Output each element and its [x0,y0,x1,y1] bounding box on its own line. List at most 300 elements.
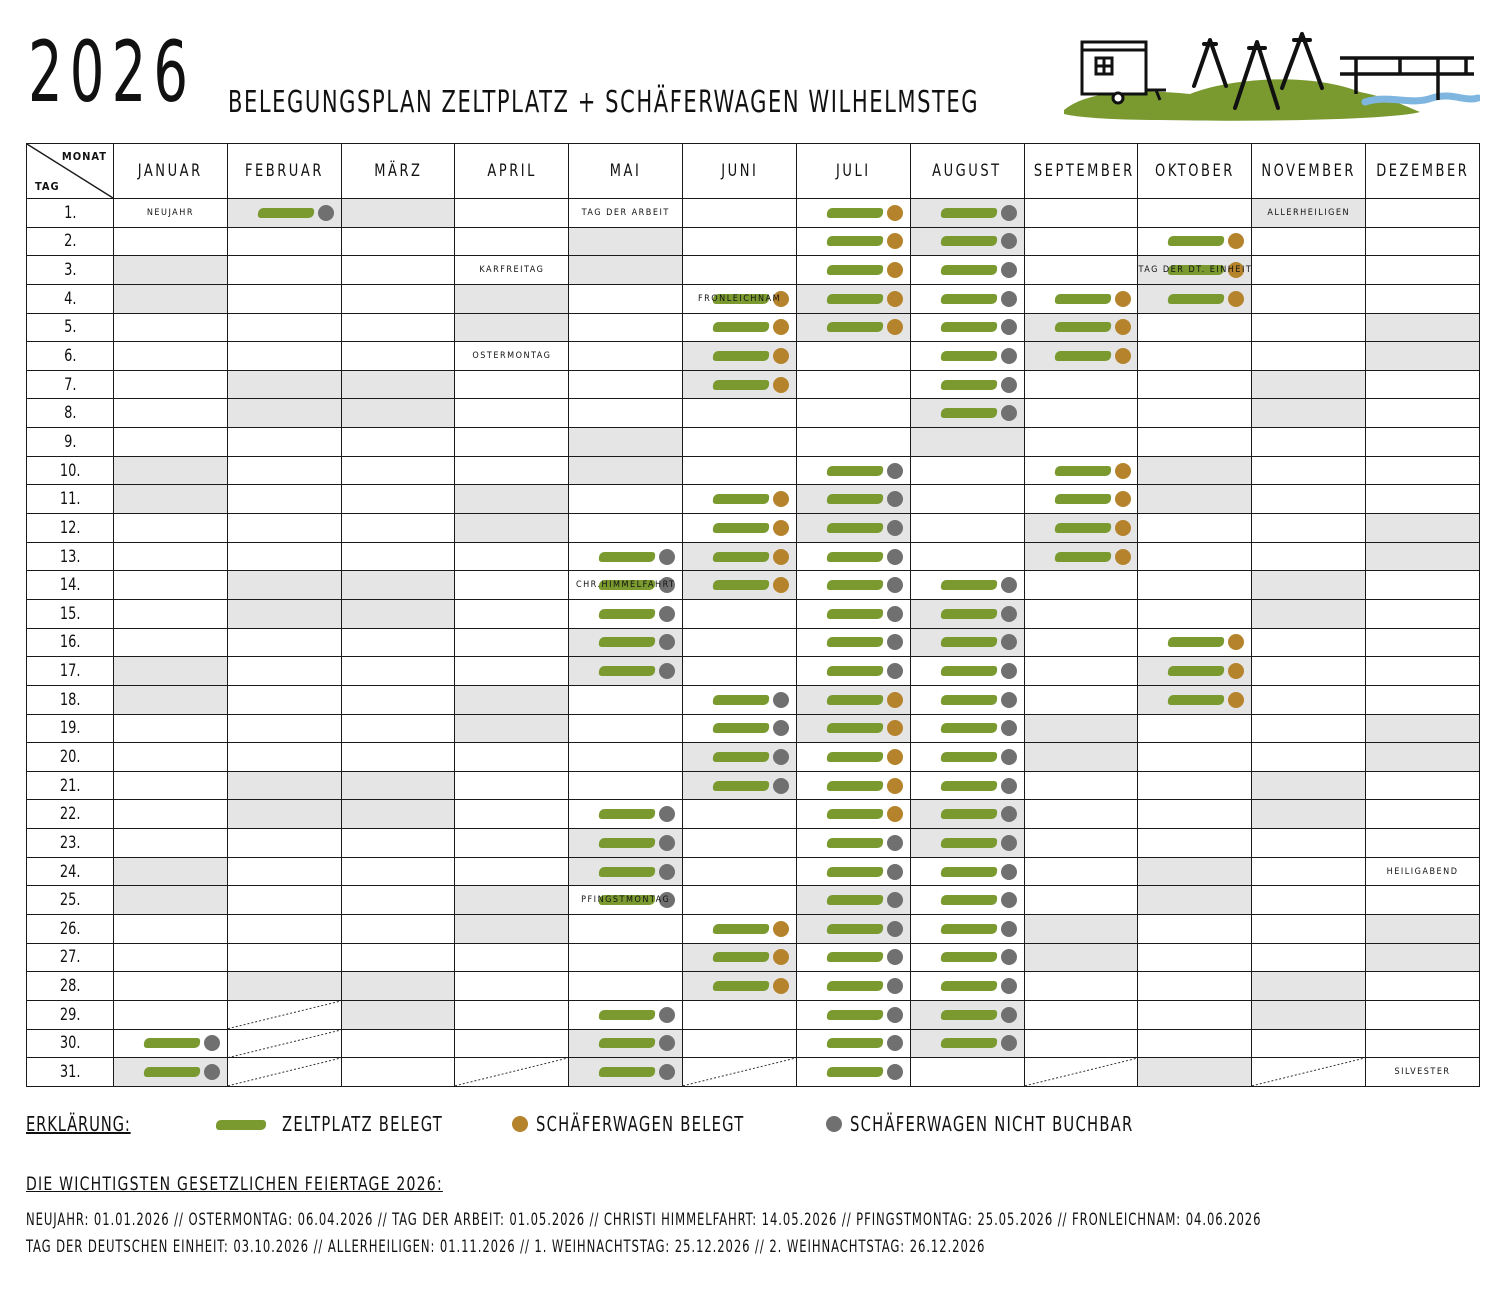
day-cell[interactable] [1138,485,1252,514]
day-cell[interactable] [1138,829,1252,858]
day-cell[interactable] [114,771,228,800]
day-cell[interactable] [1138,972,1252,1001]
day-cell[interactable] [1138,313,1252,342]
day-cell[interactable] [455,428,569,457]
day-cell[interactable] [455,399,569,428]
day-cell[interactable] [1024,514,1138,543]
day-cell[interactable] [1366,829,1480,858]
day-cell[interactable] [341,714,455,743]
day-cell[interactable] [910,886,1024,915]
day-cell[interactable] [569,571,683,600]
day-cell[interactable] [455,1029,569,1058]
day-cell[interactable] [114,714,228,743]
day-cell[interactable] [1252,1000,1366,1029]
day-cell[interactable] [910,972,1024,1001]
day-cell[interactable] [1024,800,1138,829]
day-cell[interactable] [910,915,1024,944]
day-cell[interactable] [1366,800,1480,829]
day-cell[interactable] [455,972,569,1001]
day-cell[interactable] [1138,915,1252,944]
day-cell[interactable] [1024,1000,1138,1029]
day-cell[interactable] [1366,628,1480,657]
day-cell[interactable] [114,227,228,256]
day-cell[interactable] [1252,657,1366,686]
day-cell[interactable] [1366,399,1480,428]
day-cell[interactable] [1366,714,1480,743]
day-cell[interactable] [341,313,455,342]
day-cell[interactable] [683,714,797,743]
day-cell[interactable] [1252,227,1366,256]
day-cell[interactable] [683,428,797,457]
day-cell[interactable] [569,1058,683,1087]
day-cell[interactable] [227,972,341,1001]
day-cell[interactable] [341,284,455,313]
day-cell[interactable] [1366,943,1480,972]
day-cell[interactable] [796,1058,910,1087]
day-cell[interactable] [341,657,455,686]
day-cell[interactable] [227,399,341,428]
day-cell[interactable] [910,256,1024,285]
day-cell[interactable] [1252,571,1366,600]
day-cell[interactable] [1138,370,1252,399]
day-cell[interactable] [683,571,797,600]
day-cell[interactable] [1366,199,1480,228]
day-cell[interactable] [1024,743,1138,772]
day-cell[interactable] [341,829,455,858]
day-cell[interactable] [910,571,1024,600]
day-cell[interactable] [114,313,228,342]
day-cell[interactable] [683,370,797,399]
day-cell[interactable] [796,943,910,972]
day-cell[interactable] [341,199,455,228]
day-cell[interactable] [1138,514,1252,543]
day-cell[interactable] [1252,886,1366,915]
day-cell[interactable] [341,485,455,514]
day-cell[interactable] [683,1029,797,1058]
day-cell[interactable] [1024,313,1138,342]
day-cell[interactable] [1138,1000,1252,1029]
day-cell[interactable] [114,485,228,514]
day-cell[interactable] [910,456,1024,485]
day-cell[interactable] [796,514,910,543]
day-cell[interactable] [1138,284,1252,313]
day-cell[interactable] [569,256,683,285]
day-cell[interactable] [569,456,683,485]
day-cell[interactable] [796,1029,910,1058]
day-cell[interactable] [569,915,683,944]
day-cell[interactable] [569,199,683,228]
day-cell[interactable] [341,800,455,829]
day-cell[interactable] [1252,199,1366,228]
day-cell[interactable] [910,1029,1024,1058]
day-cell[interactable] [455,657,569,686]
day-cell[interactable] [569,1029,683,1058]
day-cell[interactable] [1024,829,1138,858]
day-cell[interactable] [1366,313,1480,342]
day-cell[interactable] [569,514,683,543]
day-cell[interactable] [1252,915,1366,944]
day-cell[interactable] [114,829,228,858]
day-cell[interactable] [910,1058,1024,1087]
day-cell[interactable] [1024,456,1138,485]
day-cell[interactable] [796,227,910,256]
day-cell[interactable] [1024,857,1138,886]
day-cell[interactable] [683,485,797,514]
day-cell[interactable] [1252,514,1366,543]
day-cell[interactable] [114,399,228,428]
day-cell[interactable] [1252,342,1366,371]
day-cell[interactable] [1252,256,1366,285]
day-cell[interactable] [227,428,341,457]
day-cell[interactable] [455,342,569,371]
day-cell[interactable] [796,256,910,285]
day-cell[interactable] [683,771,797,800]
day-cell[interactable] [1024,199,1138,228]
day-cell[interactable] [1024,915,1138,944]
day-cell[interactable] [1138,571,1252,600]
day-cell[interactable] [341,886,455,915]
day-cell[interactable] [796,399,910,428]
day-cell[interactable] [341,628,455,657]
day-cell[interactable] [227,771,341,800]
day-cell[interactable] [796,800,910,829]
day-cell[interactable] [1366,542,1480,571]
day-cell[interactable] [796,628,910,657]
day-cell[interactable] [455,227,569,256]
day-cell[interactable] [227,800,341,829]
day-cell[interactable] [114,800,228,829]
day-cell[interactable] [683,743,797,772]
day-cell[interactable] [1024,599,1138,628]
day-cell[interactable] [683,972,797,1001]
day-cell[interactable] [683,628,797,657]
day-cell[interactable] [1366,972,1480,1001]
day-cell[interactable] [341,599,455,628]
day-cell[interactable] [1252,485,1366,514]
day-cell[interactable] [227,915,341,944]
day-cell[interactable] [341,743,455,772]
day-cell[interactable] [1366,256,1480,285]
day-cell[interactable] [1138,227,1252,256]
day-cell[interactable] [910,514,1024,543]
day-cell[interactable] [1138,256,1252,285]
day-cell[interactable] [796,972,910,1001]
day-cell[interactable] [1138,1029,1252,1058]
day-cell[interactable] [227,514,341,543]
day-cell[interactable] [1024,943,1138,972]
day-cell[interactable] [1366,1029,1480,1058]
day-cell[interactable] [910,800,1024,829]
day-cell[interactable] [341,227,455,256]
day-cell[interactable] [569,227,683,256]
day-cell[interactable] [683,399,797,428]
day-cell[interactable] [1024,370,1138,399]
day-cell[interactable] [341,685,455,714]
day-cell[interactable] [683,857,797,886]
day-cell[interactable] [683,943,797,972]
day-cell[interactable] [683,657,797,686]
day-cell[interactable] [569,399,683,428]
day-cell[interactable] [455,771,569,800]
day-cell[interactable] [569,714,683,743]
day-cell[interactable] [683,284,797,313]
day-cell[interactable] [455,1000,569,1029]
day-cell[interactable] [455,943,569,972]
day-cell[interactable] [114,1058,228,1087]
day-cell[interactable] [910,199,1024,228]
day-cell[interactable] [227,456,341,485]
day-cell[interactable] [683,342,797,371]
day-cell[interactable] [1138,199,1252,228]
day-cell[interactable] [910,657,1024,686]
day-cell[interactable] [910,857,1024,886]
day-cell[interactable] [796,542,910,571]
day-cell[interactable] [683,829,797,858]
day-cell[interactable] [1024,886,1138,915]
day-cell[interactable] [569,657,683,686]
day-cell[interactable] [796,456,910,485]
day-cell[interactable] [1138,714,1252,743]
day-cell[interactable] [796,1000,910,1029]
day-cell[interactable] [910,829,1024,858]
day-cell[interactable] [1138,599,1252,628]
day-cell[interactable] [1024,714,1138,743]
day-cell[interactable] [1138,743,1252,772]
day-cell[interactable] [114,915,228,944]
day-cell[interactable] [227,284,341,313]
day-cell[interactable] [227,342,341,371]
day-cell[interactable] [1024,685,1138,714]
day-cell[interactable] [910,428,1024,457]
day-cell[interactable] [1138,685,1252,714]
day-cell[interactable] [455,685,569,714]
day-cell[interactable] [796,284,910,313]
day-cell[interactable] [1252,542,1366,571]
day-cell[interactable] [569,943,683,972]
day-cell[interactable] [1024,284,1138,313]
day-cell[interactable] [1138,628,1252,657]
day-cell[interactable] [796,685,910,714]
day-cell[interactable] [1024,342,1138,371]
day-cell[interactable] [1252,800,1366,829]
day-cell[interactable] [796,571,910,600]
day-cell[interactable] [1252,313,1366,342]
day-cell[interactable] [227,714,341,743]
day-cell[interactable] [1138,342,1252,371]
day-cell[interactable] [1252,714,1366,743]
day-cell[interactable] [1138,399,1252,428]
day-cell[interactable] [910,370,1024,399]
day-cell[interactable] [910,542,1024,571]
day-cell[interactable] [683,514,797,543]
day-cell[interactable] [114,685,228,714]
day-cell[interactable] [1252,857,1366,886]
day-cell[interactable] [114,571,228,600]
day-cell[interactable] [227,685,341,714]
day-cell[interactable] [227,943,341,972]
day-cell[interactable] [455,485,569,514]
day-cell[interactable] [796,743,910,772]
day-cell[interactable] [114,342,228,371]
day-cell[interactable] [1366,915,1480,944]
day-cell[interactable] [1024,485,1138,514]
day-cell[interactable] [1366,342,1480,371]
day-cell[interactable] [796,829,910,858]
day-cell[interactable] [1138,943,1252,972]
day-cell[interactable] [796,428,910,457]
day-cell[interactable] [114,428,228,457]
day-cell[interactable] [114,628,228,657]
day-cell[interactable] [1366,599,1480,628]
day-cell[interactable] [1366,685,1480,714]
day-cell[interactable] [1024,571,1138,600]
day-cell[interactable] [341,571,455,600]
day-cell[interactable] [114,857,228,886]
day-cell[interactable] [683,456,797,485]
day-cell[interactable] [455,915,569,944]
day-cell[interactable] [1366,370,1480,399]
day-cell[interactable] [1366,514,1480,543]
day-cell[interactable] [796,714,910,743]
day-cell[interactable] [569,743,683,772]
day-cell[interactable] [455,370,569,399]
day-cell[interactable] [1252,284,1366,313]
day-cell[interactable] [227,829,341,858]
day-cell[interactable] [1252,972,1366,1001]
day-cell[interactable] [455,199,569,228]
day-cell[interactable] [569,1000,683,1029]
day-cell[interactable] [569,829,683,858]
day-cell[interactable] [910,743,1024,772]
day-cell[interactable] [1252,599,1366,628]
day-cell[interactable] [455,800,569,829]
day-cell[interactable] [227,657,341,686]
day-cell[interactable] [1024,657,1138,686]
day-cell[interactable] [114,743,228,772]
day-cell[interactable] [569,886,683,915]
day-cell[interactable] [1252,829,1366,858]
day-cell[interactable] [683,1000,797,1029]
day-cell[interactable] [455,514,569,543]
day-cell[interactable] [114,972,228,1001]
day-cell[interactable] [455,886,569,915]
day-cell[interactable] [227,313,341,342]
day-cell[interactable] [569,771,683,800]
day-cell[interactable] [455,571,569,600]
day-cell[interactable] [114,199,228,228]
day-cell[interactable] [569,542,683,571]
day-cell[interactable] [569,313,683,342]
day-cell[interactable] [1366,1058,1480,1087]
day-cell[interactable] [910,714,1024,743]
day-cell[interactable] [1138,542,1252,571]
day-cell[interactable] [1138,886,1252,915]
day-cell[interactable] [1252,428,1366,457]
day-cell[interactable] [1024,628,1138,657]
day-cell[interactable] [1252,628,1366,657]
day-cell[interactable] [114,256,228,285]
day-cell[interactable] [114,284,228,313]
day-cell[interactable] [796,771,910,800]
day-cell[interactable] [683,915,797,944]
day-cell[interactable] [227,886,341,915]
day-cell[interactable] [796,485,910,514]
day-cell[interactable] [683,685,797,714]
day-cell[interactable] [114,943,228,972]
day-cell[interactable] [796,657,910,686]
day-cell[interactable] [227,599,341,628]
day-cell[interactable] [569,342,683,371]
day-cell[interactable] [341,1058,455,1087]
day-cell[interactable] [1252,1029,1366,1058]
day-cell[interactable] [1024,227,1138,256]
day-cell[interactable] [910,599,1024,628]
day-cell[interactable] [1252,399,1366,428]
day-cell[interactable] [910,485,1024,514]
day-cell[interactable] [796,313,910,342]
day-cell[interactable] [227,628,341,657]
day-cell[interactable] [227,256,341,285]
day-cell[interactable] [1024,972,1138,1001]
day-cell[interactable] [341,542,455,571]
day-cell[interactable] [1366,743,1480,772]
day-cell[interactable] [1138,428,1252,457]
day-cell[interactable] [114,599,228,628]
day-cell[interactable] [341,943,455,972]
day-cell[interactable] [227,571,341,600]
day-cell[interactable] [1252,743,1366,772]
day-cell[interactable] [1252,943,1366,972]
day-cell[interactable] [1138,657,1252,686]
day-cell[interactable] [455,829,569,858]
day-cell[interactable] [1024,771,1138,800]
day-cell[interactable] [1252,370,1366,399]
day-cell[interactable] [341,428,455,457]
day-cell[interactable] [569,284,683,313]
day-cell[interactable] [227,857,341,886]
day-cell[interactable] [796,857,910,886]
day-cell[interactable] [910,685,1024,714]
day-cell[interactable] [341,256,455,285]
day-cell[interactable] [341,370,455,399]
day-cell[interactable] [114,456,228,485]
day-cell[interactable] [569,485,683,514]
day-cell[interactable] [341,342,455,371]
day-cell[interactable] [683,886,797,915]
day-cell[interactable] [341,1000,455,1029]
day-cell[interactable] [341,399,455,428]
day-cell[interactable] [569,599,683,628]
day-cell[interactable] [1366,657,1480,686]
day-cell[interactable] [455,542,569,571]
day-cell[interactable] [114,514,228,543]
day-cell[interactable] [569,972,683,1001]
day-cell[interactable] [227,199,341,228]
day-cell[interactable] [796,915,910,944]
day-cell[interactable] [341,1029,455,1058]
day-cell[interactable] [1366,284,1480,313]
day-cell[interactable] [1366,771,1480,800]
day-cell[interactable] [227,227,341,256]
day-cell[interactable] [341,857,455,886]
day-cell[interactable] [1366,571,1480,600]
day-cell[interactable] [910,628,1024,657]
day-cell[interactable] [227,370,341,399]
day-cell[interactable] [569,800,683,829]
day-cell[interactable] [569,370,683,399]
day-cell[interactable] [569,685,683,714]
day-cell[interactable] [1138,800,1252,829]
